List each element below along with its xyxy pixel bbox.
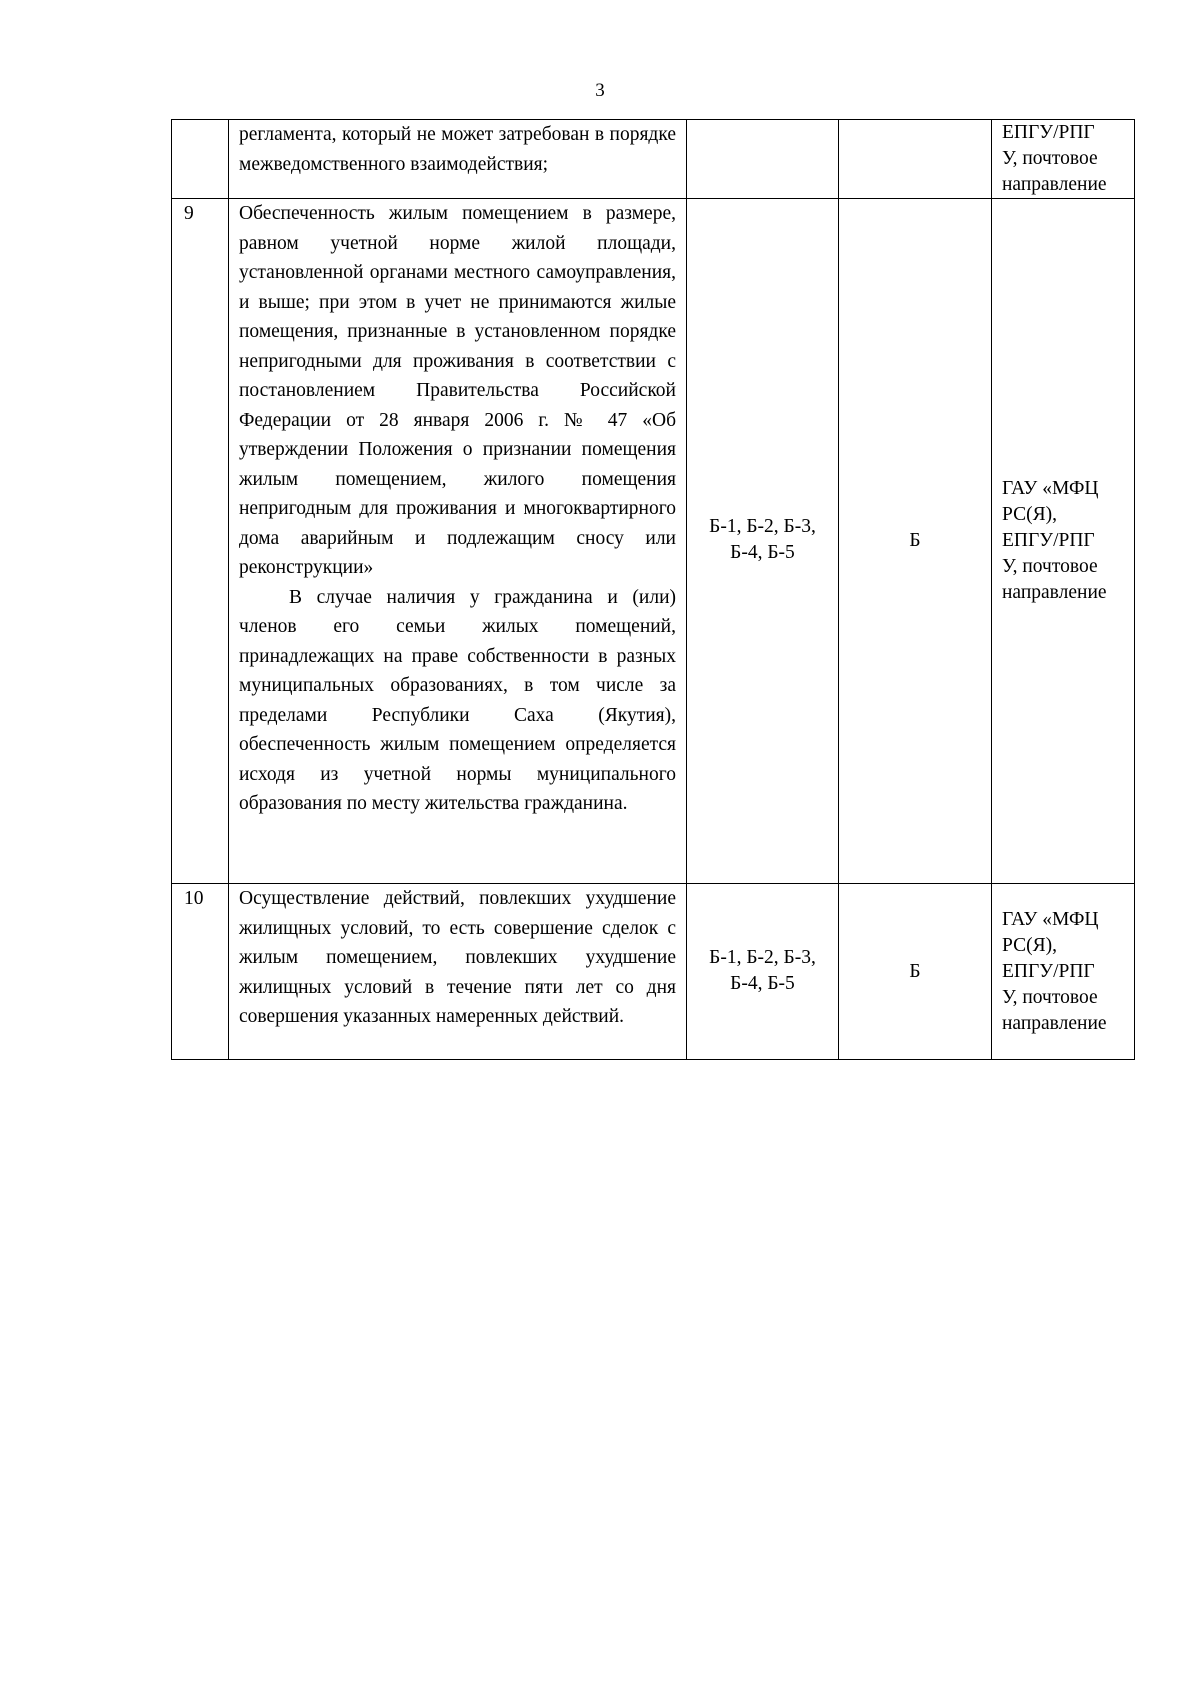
submission-line: ЕПГУ/РПГ bbox=[1002, 960, 1095, 982]
category: Б bbox=[839, 884, 992, 1060]
table-row bbox=[172, 884, 1135, 1060]
document-codes-line: Б-1, Б-2, Б-3, bbox=[709, 516, 816, 538]
requirement-paragraph: регламента, который не может затребован в порядке межведомственного взаимодействия; bbox=[239, 124, 676, 175]
submission-method bbox=[992, 120, 1135, 199]
submission-method bbox=[992, 884, 1135, 1060]
submission-line: РС(Я), bbox=[1002, 934, 1057, 956]
submission-line: РС(Я), bbox=[1002, 504, 1057, 525]
submission-method bbox=[992, 199, 1135, 884]
document-codes-line: Б-4, Б-5 bbox=[730, 972, 795, 994]
row-number: 10 bbox=[172, 884, 229, 1060]
requirement-paragraph: Обеспеченность жилым помещением в размере, равном учетной норме жилой площади, установленной органами местного самоуправления, и выше; при этом в учет не принимаются жилые помещения, признанные в установленном порядке непригодными для проживания в соответствии с постановлением Правительства Российской Федерации от 28 января 2006 г. № 47 «Об утверждении Положения о признании помещения жилым помещением, жилого помещения непригодным для проживания и многоквартирного дома аварийным и подлежащим сносу или реконструкции» bbox=[239, 203, 676, 578]
submission-line: У, почтовое bbox=[1002, 556, 1098, 577]
submission-line: направление bbox=[1002, 174, 1107, 195]
category: Б bbox=[839, 199, 992, 884]
requirement-paragraph: В случае наличия у гражданина и (или) членов его семьи жилых помещений, принадлежащих на праве собственности в разных муниципальных образованиях, в том числе за пределами Республики Саха (Якутия), обеспеченность жилым помещением определяется исходя из учетной нормы муниципального образования по месту жительства гражданина. bbox=[239, 586, 676, 814]
row-number bbox=[172, 120, 229, 199]
document-codes-line: Б-1, Б-2, Б-3, bbox=[709, 946, 816, 968]
table-row bbox=[172, 199, 1135, 884]
requirement-text bbox=[229, 120, 687, 199]
document-codes-line: Б-4, Б-5 bbox=[730, 542, 795, 564]
submission-line: ЕПГУ/РПГ bbox=[1002, 122, 1095, 143]
submission-line: У, почтовое bbox=[1002, 986, 1098, 1008]
requirement-text bbox=[229, 199, 687, 884]
row-number: 9 bbox=[172, 199, 229, 884]
requirement-paragraph: Осуществление действий, повлекших ухудшение жилищных условий, то есть совершение сделок с жилым помещением, повлекших ухудшение жилищных условий в течение пяти лет со дня совершения указанных намеренных действий. bbox=[239, 888, 676, 1027]
table-row bbox=[172, 120, 1135, 199]
page-number: 3 bbox=[595, 80, 605, 101]
requirements-table bbox=[171, 119, 1135, 1060]
document-codes bbox=[687, 199, 839, 884]
submission-line: направление bbox=[1002, 1012, 1107, 1034]
category bbox=[839, 120, 992, 199]
document-codes bbox=[687, 884, 839, 1060]
submission-line: ГАУ «МФЦ bbox=[1002, 478, 1099, 499]
submission-line: ГАУ «МФЦ bbox=[1002, 908, 1099, 930]
submission-line: ЕПГУ/РПГ bbox=[1002, 530, 1095, 551]
submission-line: У, почтовое bbox=[1002, 148, 1098, 169]
requirement-text bbox=[229, 884, 687, 1060]
submission-line: направление bbox=[1002, 582, 1107, 603]
document-codes bbox=[687, 120, 839, 199]
